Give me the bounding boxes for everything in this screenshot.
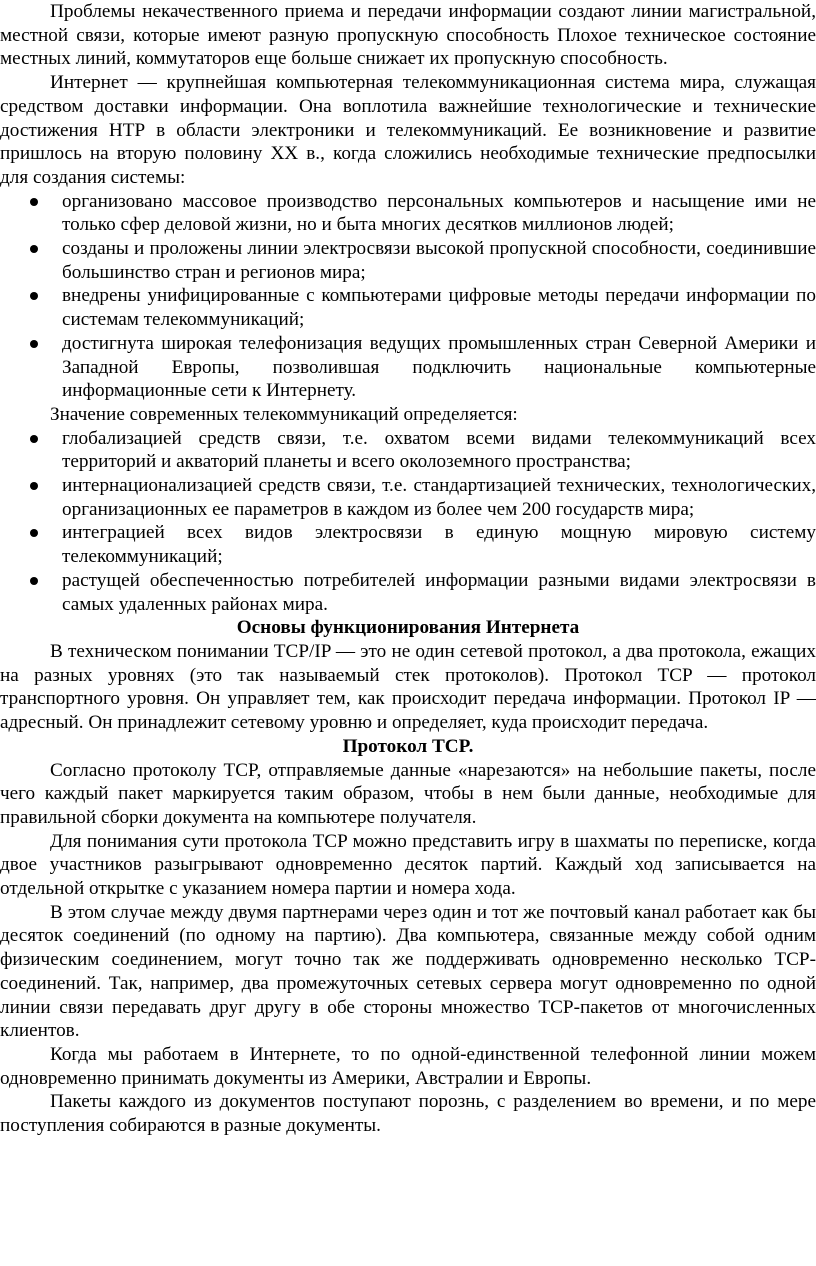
list-item: внедрены унифицированные с компьютерами цифровые методы передачи информации по системам телекоммуникаций; [0,284,816,331]
paragraph: Пакеты каждого из документов поступают порознь, с разделением во времени, и по мере поступления собираются в разные документы. [0,1091,816,1137]
section-heading: Протокол TCP. [342,735,474,757]
list-item: растущей обеспеченностью потребителей информации разными видами электросвязи в самых удаленных районах мира. [0,569,816,616]
paragraph: Согласно протоколу TCP, отправляемые данные «нарезаются» на небольшие пакеты, после чего каждый пакет маркируется таким образом, чтобы в нем были данные, необходимые для правильной сборки документа на компьютере получателя. [0,759,816,828]
paragraph: Когда мы работаем в Интернете, то по одной-единственной телефонной линии можем одновременно принимать документы из Америки, Австралии и Европы. [0,1043,816,1089]
paragraph: В этом случае между двумя партнерами через один и тот же почтовый канал работает как бы десяток соединений (по одному на партию). Два компьютера, связанные между собой одним физическим соединением, могут точно так же поддерживать одновременно несколько TCP-соединений. Так, например, два промежуточных сетевых сервера могут одновременно по одной линии связи передавать друг другу в обе стороны множество TCP-пакетов от многочисленных клиентов. [0,901,816,1042]
list-item: достигнута широкая телефонизация ведущих промышленных стран Северной Америки и Западной Европы, позволившая подключить национальные компьютерные информационные сети к Интернету. [0,332,816,403]
paragraph: Для понимания сути протокола TCP можно представить игру в шахматы по переписке, когда двое участников разыгрывают одновременно десяток партий. Каждый ход записывается на отдельной открытке с указанием номера партии и номера хода. [0,830,816,900]
paragraph: В техническом понимании TCP/IP — это не один сетевой протокол, а два протокола, ежащих на разных уровнях (это так называемый стек протоколов). Протокол TCP — протокол транспортного уровня. Он управляет тем, как происходит передача информации. Протокол IP — адресный. Он принадлежит сетевому уровню и определяет, куда происходит передача. [0,640,816,734]
bullet-list [0,190,816,403]
list-intro: Значение современных телекоммуникаций определяется: [50,403,518,425]
list-item: созданы и проложены линии электросвязи высокой пропускной способности, соединившие большинство стран и регионов мира; [0,237,816,284]
paragraph: Проблемы некачественного приема и передачи информации создают линии магистральной, местной связи, которые имеют разную пропускную способность Плохое техническое состояние местных линий, коммутаторов еще больше снижает их пропускную способность. [0,1,816,70]
list-item: организовано массовое производство персональных компьютеров и насыщение ими не только сфер деловой жизни, но и быта многих десятков миллионов людей; [0,190,816,237]
list-item: интернационализацией средств связи, т.е. стандартизацией технических, технологических, организационных ее параметров в каждом из более чем 200 государств мира; [0,474,816,521]
list-item: интеграцией всех видов электросвязи в единую мощную мировую систему телекоммуникаций; [0,521,816,568]
list-item: глобализацией средств связи, т.е. охватом всеми видами телекоммуникаций всех территорий и акваторий планеты и всего околоземного пространства; [0,427,816,474]
section-heading: Основы функционирования Интернета [236,617,580,639]
bullet-list [0,427,816,617]
paragraph: Интернет — крупнейшая компьютерная телекоммуникационная система мира, служащая средством доставки информации. Она воплотила важнейшие технологические и технические достижения НТР в области электроники и телекоммуникаций. Ее возникновение и развитие пришлось на вторую половину XX в., когда сложились необходимые технические предпосылки для создания системы: [0,72,816,188]
